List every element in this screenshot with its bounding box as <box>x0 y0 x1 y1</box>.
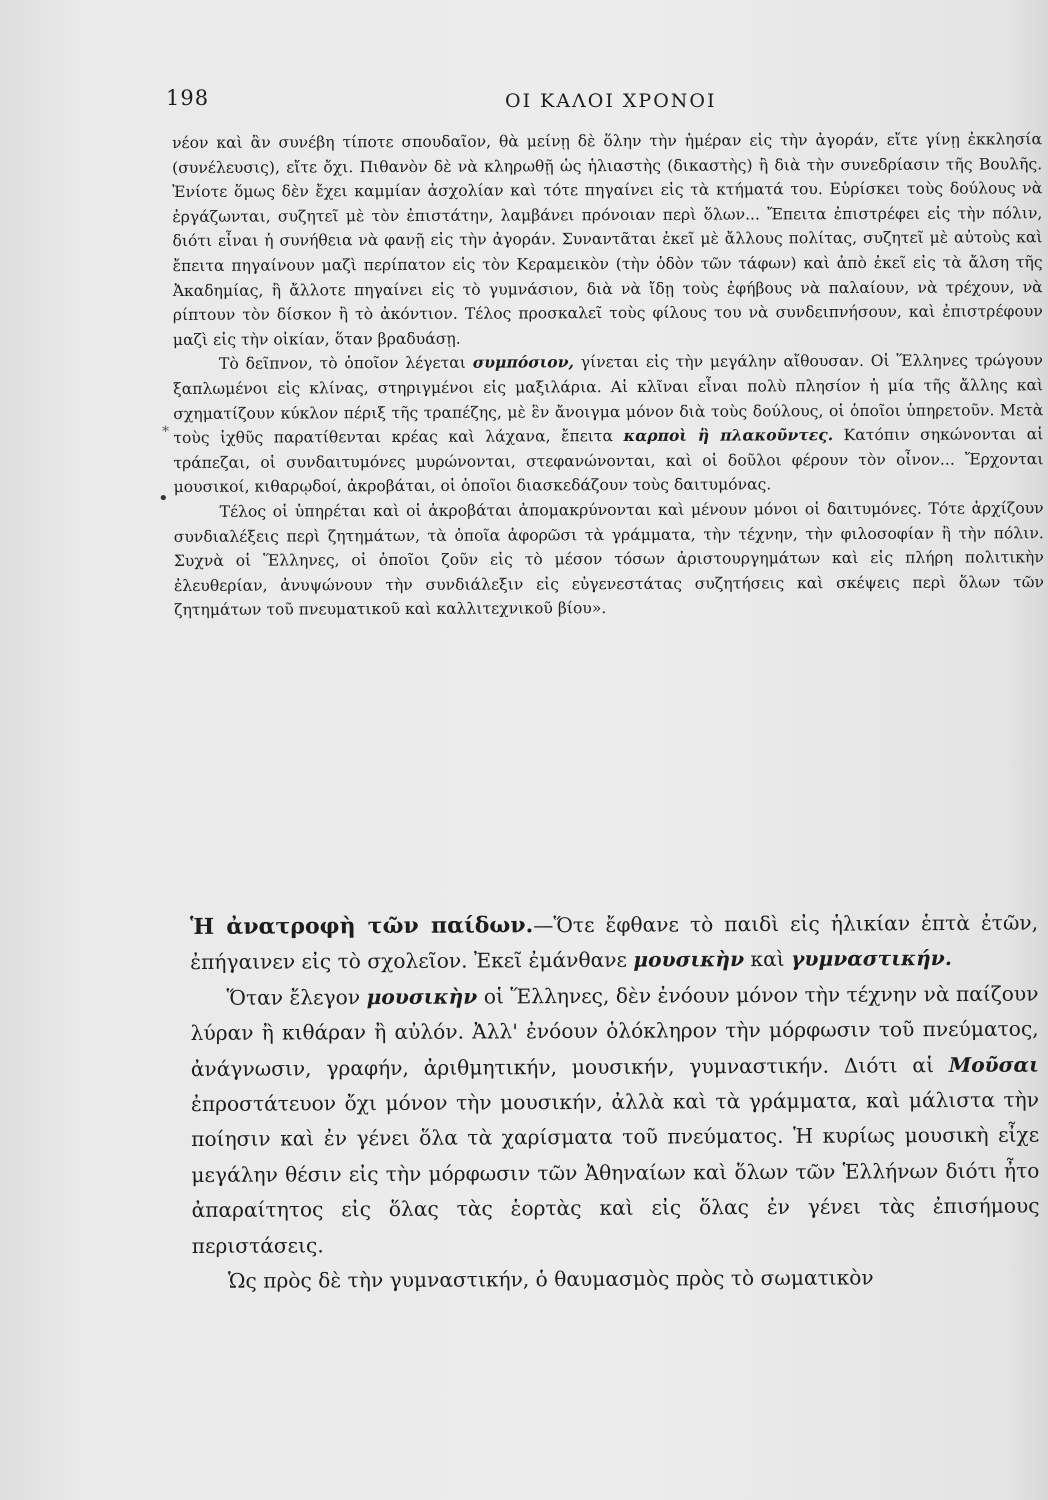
main-text <box>190 906 1040 1300</box>
running-title: ΟΙ ΚΑΛΟΙ ΧΡΟΝΟΙ <box>505 90 717 112</box>
body-text: —Ὅτε ἔφθανε τὸ παιδὶ εἰς ἡλικίαν ἑπτὰ ἐτῶν, ἐπήγαινεν εἰς τὸ σχολεῖον. Ἐκεῖ ἐμάνθανε <box>190 910 1039 975</box>
emphasis-term: μουσικὴν <box>633 947 745 973</box>
section-paragraph-3: Ὡς πρὸς δὲ τὴν γυμναστικήν, ὁ θαυμασμὸς πρὸς τὸ σωματικὸν <box>227 1265 874 1293</box>
quote-paragraph-3: Τέλος οἱ ὑπηρέται καὶ οἱ ἀκροβάται ἀπομακρύνονται καὶ μένουν μόνοι οἱ δαιτυμόνες. Τότε ἀρχίζουν συνδιαλέξεις περὶ ζητημάτων, τὰ ὁποῖα ἀφορῶσι τὰ γράμματα, τὴν τέχνην, τὴν φιλοσοφίαν ἢ τὴν πόλιν. Συχνὰ οἱ Ἕλληνες, οἱ ὁποῖοι ζοῦν εἰς τὸ μέσον τόσων ἀριστουργημάτων καὶ εἰς πλήρη πολιτικὴν ἐλευθερίαν, ἀνυψώνουν τὴν συνδιάλεξιν εἰς εὐγενεστάτας συζητήσεις καὶ σκέψεις περὶ ὅλων τῶν ζητημάτων τοῦ πνευματικοῦ καὶ καλλιτεχνικοῦ βίου». <box>173 499 1045 620</box>
emphasis-term: συμπόσιον, <box>472 352 574 373</box>
quote-text: Τὸ δεῖπνον, τὸ ὁποῖον λέγεται <box>218 354 473 374</box>
emphasis-term: γυμναστικήν. <box>791 946 952 972</box>
body-text: Ὅταν ἔλεγον <box>226 984 367 1010</box>
body-text: ἐπροστάτευον ὄχι μόνον τὴν μουσικήν, ἀλλὰ καὶ τὰ γράμματα, καὶ μάλιστα τὴν ποίησιν καὶ ἐν γένει ὅλα τὰ χαρίσματα τοῦ πνεύματος. Ἡ κυρίως μουσικὴ εἶχε μεγάλην θέσιν εἰς τὴν μόρφωσιν τῶν Ἀθηναίων καὶ ὅλων τῶν Ἑλλήνων διότι ἦτο ἀπαραίτητος εἰς ὅλας τὰς ἑορτὰς καὶ εἰς ὅλας ἐν γένει τὰς ἐπισήμους περιστάσεις. <box>190 1087 1040 1258</box>
quote-paragraph-2 <box>173 349 1044 500</box>
body-text: καὶ <box>744 947 792 972</box>
quote-text: γίνεται εἰς τὴν μεγάλην αἴθουσαν. Οἱ Ἕλληνες τρώγουν ξαπλωμένοι εἰς κλίνας, στηριγμένοι εἰς μαξιλάρια. Αἱ κλῖναι εἶναι πολὺ πλησίον ἡ μία τῆς ἄλλης καὶ σχηματίζουν κύκλον πέριξ τῆς τραπέζης, μὲ ἓν ἄνοιγμα μόνον διὰ τοὺς δούλους, οἱ ὁποῖοι ὑπηρετοῦν. Μετὰ τοὺς ἰχθῦς παρατίθενται κρέας καὶ λάχανα, ἔπειτα <box>173 351 1044 448</box>
page-number: 198 <box>166 86 210 110</box>
section-paragraph-2 <box>190 976 1039 1264</box>
section-paragraph-1 <box>190 906 1038 981</box>
body-text: οἱ Ἕλληνες, δὲν ἐνόουν μόνον τὴν τέχνην νὰ παίζουν λύραν ἢ κιθάραν ἢ αὐλόν. Ἀλλ' ἐνόουν ὁλόκληρον τὴν μόρφωσιν τοῦ πνεύματος, ἀνάγνωσιν, γραφήν, ἀριθμητικήν, μουσικήν, γυμναστικήν. Διότι αἱ <box>190 981 1039 1081</box>
quote-text: Κατόπιν σηκώνονται αἱ τράπεζαι, οἱ συνδαιτυμόνες μυρώνονται, στεφανώνονται, καὶ οἱ δοῦλοι φέρουν τὸν οἶνον... Ἔρχονται μουσικοί, κιθαρῳδοί, ἀκροβάται, οἱ ὁποῖοι διασκεδάζουν τοὺς δαιτυμόνας. <box>173 425 1044 497</box>
margin-mark: • <box>158 488 169 509</box>
emphasis-term: μουσικὴν <box>366 984 478 1009</box>
quoted-passage <box>172 127 1044 623</box>
emphasis-term: καρποὶ ἢ πλακοῦντες. <box>623 425 834 446</box>
quote-paragraph-1: νέον καὶ ἂν συνέβη τίποτε σπουδαῖον, θὰ μείνῃ δὲ ὅλην τὴν ἡμέραν εἰς τὴν ἀγοράν, εἴτε γίνῃ ἐκκλησία (συνέλευσις), εἴτε ὄχι. Πιθανὸν δὲ νὰ κληρωθῇ ὡς ἡλιαστὴς (δικαστὴς) ἢ διὰ τὴν συνεδρίασιν τῆς Βουλῆς. Ἐνίοτε ὅμως δὲν ἔχει καμμίαν ἀσχολίαν καὶ τότε πηγαίνει εἰς τὰ κτήματά του. Εὑρίσκει τοὺς δούλους νὰ ἐργάζωνται, συζητεῖ μὲ τὸν ἐπιστάτην, λαμβάνει πρόνοιαν περὶ ὅλων... Ἔπειτα ἐπιστρέφει εἰς τὴν πόλιν, διότι εἶναι ἡ συνήθεια νὰ φανῇ εἰς τὴν ἀγοράν. Συναντᾶται ἐκεῖ μὲ ἄλλους πολίτας, συζητεῖ μὲ αὐτοὺς καὶ ἔπειτα πηγαίνουν μαζὶ περίπατον εἰς τὸν Κεραμεικὸν (τὴν ὁδὸν τῶν τάφων) καὶ ἀπὸ ἐκεῖ εἰς τὰ ἄλση τῆς Ἀκαδημίας, ἢ ἄλλοτε πηγαίνει εἰς τὸ γυμνάσιον, διὰ νὰ ἴδῃ τοὺς ἐφήβους νὰ παλαίουν, νὰ τρέχουν, νὰ ρίπτουν τὸν δίσκον ἢ τὸ ἀκόντιον. Τέλος προσκαλεῖ τοὺς φίλους του νὰ συνδειπνήσουν, καὶ ἐπιστρέφουν μαζὶ εἰς τὴν οἰκίαν, ὅταν βραδυάσῃ. <box>172 130 1043 349</box>
section-heading: Ἡ ἀνατροφὴ τῶν παίδων. <box>190 912 534 940</box>
emphasis-term: Μοῦσαι <box>948 1052 1039 1077</box>
margin-mark: * <box>162 424 169 440</box>
